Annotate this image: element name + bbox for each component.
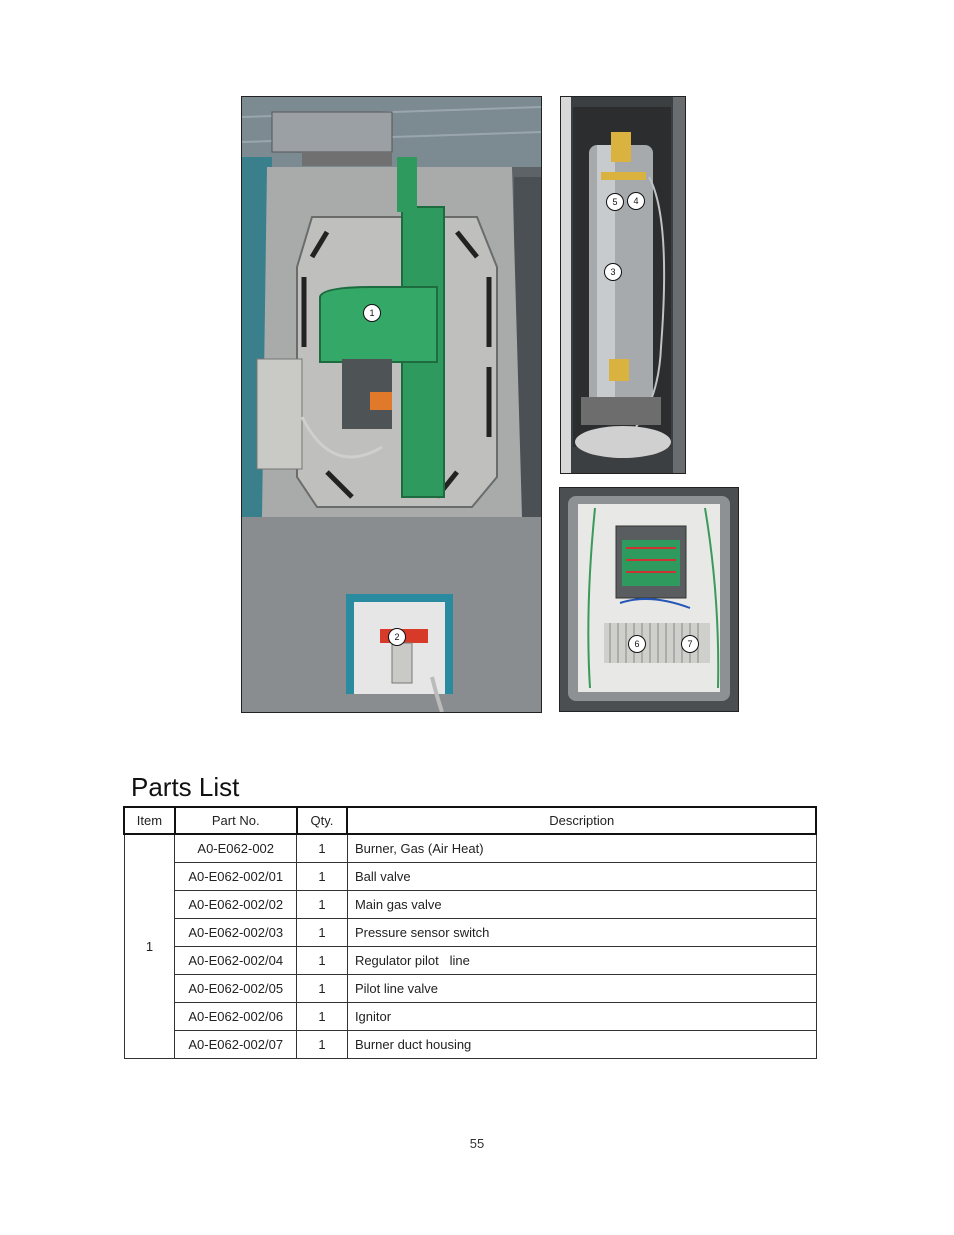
qty-cell: 1 xyxy=(297,975,348,1003)
burner-assembly-photo xyxy=(241,96,542,713)
part-no-cell: A0-E062-002/06 xyxy=(175,1003,297,1031)
header-part-no: Part No. xyxy=(175,807,297,834)
callout-4: 4 xyxy=(627,192,645,210)
pilot-tube-illustration xyxy=(561,97,685,473)
burner-assembly-illustration xyxy=(242,97,541,712)
parts-list-title: Parts List xyxy=(131,772,240,802)
table-header-row xyxy=(124,807,816,834)
part-no-cell: A0-E062-002/05 xyxy=(175,975,297,1003)
callout-6: 6 xyxy=(628,635,646,653)
part-no-cell: A0-E062-002/07 xyxy=(175,1031,297,1059)
table-row xyxy=(124,1031,816,1059)
parts-table xyxy=(123,806,817,1059)
callout-2: 2 xyxy=(388,628,406,646)
qty-cell: 1 xyxy=(297,834,348,863)
qty-cell: 1 xyxy=(297,947,348,975)
table-row xyxy=(124,947,816,975)
table-row xyxy=(124,834,816,863)
qty-cell: 1 xyxy=(297,1003,348,1031)
description-cell: Ball valve xyxy=(347,863,816,891)
header-item: Item xyxy=(124,807,175,834)
callout-1: 1 xyxy=(363,304,381,322)
qty-cell: 1 xyxy=(297,863,348,891)
part-no-cell: A0-E062-002/03 xyxy=(175,919,297,947)
part-no-cell: A0-E062-002/04 xyxy=(175,947,297,975)
qty-cell: 1 xyxy=(297,1031,348,1059)
table-row xyxy=(124,975,816,1003)
table-row xyxy=(124,863,816,891)
page-number: 55 xyxy=(469,1136,485,1151)
part-no-cell: A0-E062-002/01 xyxy=(175,863,297,891)
description-cell: Ignitor xyxy=(347,1003,816,1031)
description-cell: Regulator pilot line xyxy=(347,947,816,975)
control-panel-illustration xyxy=(560,488,738,711)
part-no-cell: A0-E062-002/02 xyxy=(175,891,297,919)
callout-7: 7 xyxy=(681,635,699,653)
header-description: Description xyxy=(347,807,816,834)
header-qty: Qty. xyxy=(297,807,348,834)
description-cell: Pressure sensor switch xyxy=(347,919,816,947)
control-panel-photo xyxy=(559,487,739,712)
qty-cell: 1 xyxy=(297,891,348,919)
callout-5: 5 xyxy=(606,193,624,211)
item-number-cell: 1 xyxy=(124,834,175,1059)
description-cell: Burner duct housing xyxy=(347,1031,816,1059)
table-row xyxy=(124,919,816,947)
part-no-cell: A0-E062-002 xyxy=(175,834,297,863)
table-row xyxy=(124,891,816,919)
callout-3: 3 xyxy=(604,263,622,281)
description-cell: Burner, Gas (Air Heat) xyxy=(347,834,816,863)
qty-cell: 1 xyxy=(297,919,348,947)
pilot-tube-photo xyxy=(560,96,686,474)
description-cell: Pilot line valve xyxy=(347,975,816,1003)
table-row xyxy=(124,1003,816,1031)
description-cell: Main gas valve xyxy=(347,891,816,919)
